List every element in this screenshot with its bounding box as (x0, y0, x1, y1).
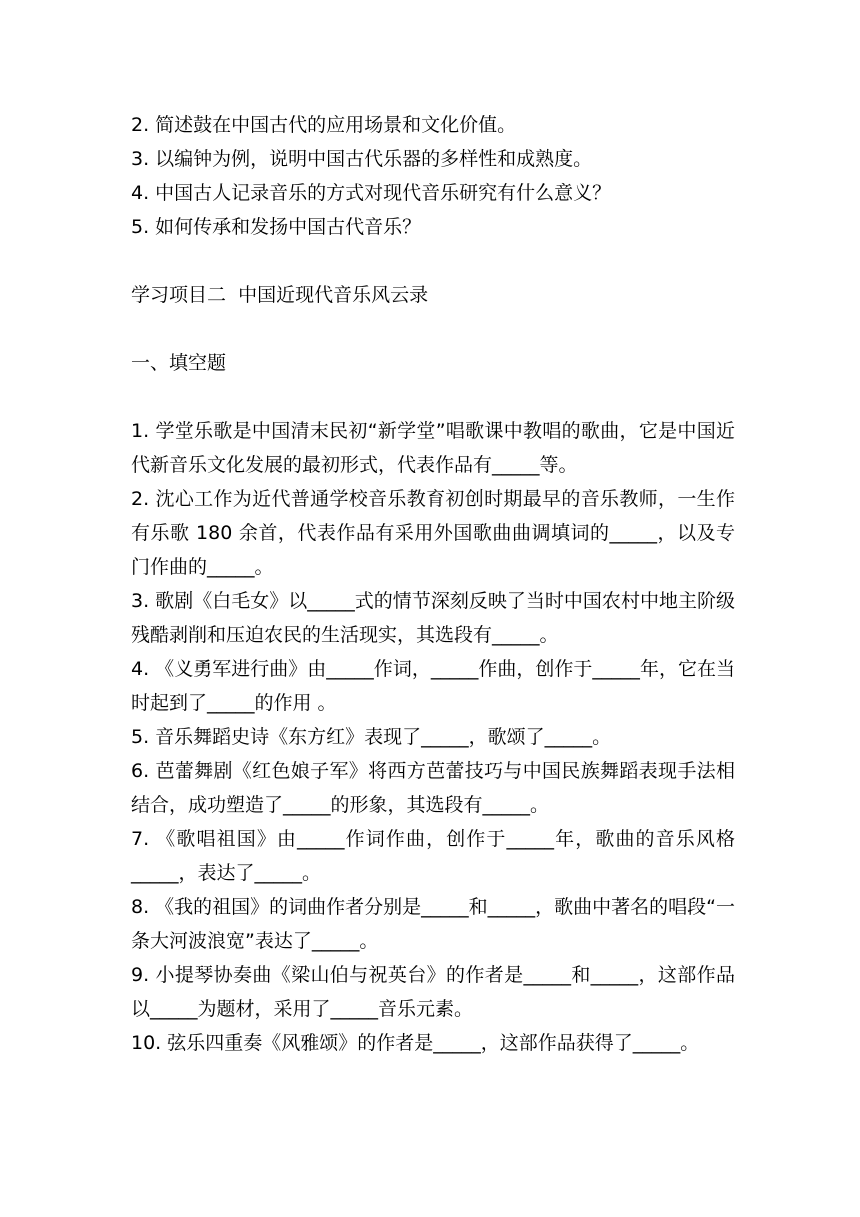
fill-blank-item: 4. 《义勇军进行曲》由_____作词，_____作曲，创作于_____年，它在当时起到了_____的作用 。 (131, 658, 735, 714)
question-line: 5. 如何传承和发扬中国古代音乐？ (131, 216, 422, 238)
spacer (131, 380, 735, 414)
document-page (131, 108, 735, 1060)
fill-blank-item: 6. 芭蕾舞剧《红色娘子军》将西方芭蕾技巧与中国民族舞蹈表现手法相结合，成功塑造了_____的形象，其选段有_____。 (131, 760, 735, 816)
section-title: 一、填空题 (131, 352, 227, 374)
fill-blank-item: 8. 《我的祖国》的词曲作者分别是_____和_____，歌曲中著名的唱段“一条大河波浪宽”表达了_____。 (131, 896, 736, 952)
spacer (131, 244, 735, 278)
fill-blank-item: 10. 弦乐四重奏《风雅颂》的作者是_____，这部作品获得了_____。 (131, 1032, 700, 1054)
previous-questions (131, 108, 735, 244)
fill-blank-item: 9. 小提琴协奏曲《梁山伯与祝英台》的作者是_____和_____，这部作品以_____为题材，采用了_____音乐元素。 (131, 964, 735, 1020)
spacer (131, 312, 735, 346)
question-line: 2. 简述鼓在中国古代的应用场景和文化价值。 (131, 114, 517, 136)
fill-blank-item: 1. 学堂乐歌是中国清末民初“新学堂”唱歌课中教唱的歌曲，它是中国近代新音乐文化发展的最初形式，代表作品有_____等。 (131, 420, 735, 476)
project-title: 学习项目二 中国近现代音乐风云录 (131, 284, 429, 306)
fill-blank-item: 5. 音乐舞蹈史诗《东方红》表现了_____，歌颂了_____。 (131, 726, 612, 748)
question-line: 3. 以编钟为例，说明中国古代乐器的多样性和成熟度。 (131, 148, 593, 170)
fill-blank-item: 2. 沈心工作为近代普通学校音乐教育初创时期最早的音乐教师，一生作有乐歌 180 余首，代表作品有采用外国歌曲曲调填词的_____，以及专门作曲的_____。 (131, 488, 735, 578)
fill-blank-item: 3. 歌剧《白毛女》以_____式的情节深刻反映了当时中国农村中地主阶级残酷剥削和压迫农民的生活现实，其选段有_____。 (131, 590, 735, 646)
fill-blank-item: 7. 《歌唱祖国》由_____作词作曲，创作于_____年，歌曲的音乐风格_____，表达了_____。 (131, 828, 735, 884)
fill-blank-list (131, 414, 735, 1060)
question-line: 4. 中国古人记录音乐的方式对现代音乐研究有什么意义？ (131, 182, 612, 204)
